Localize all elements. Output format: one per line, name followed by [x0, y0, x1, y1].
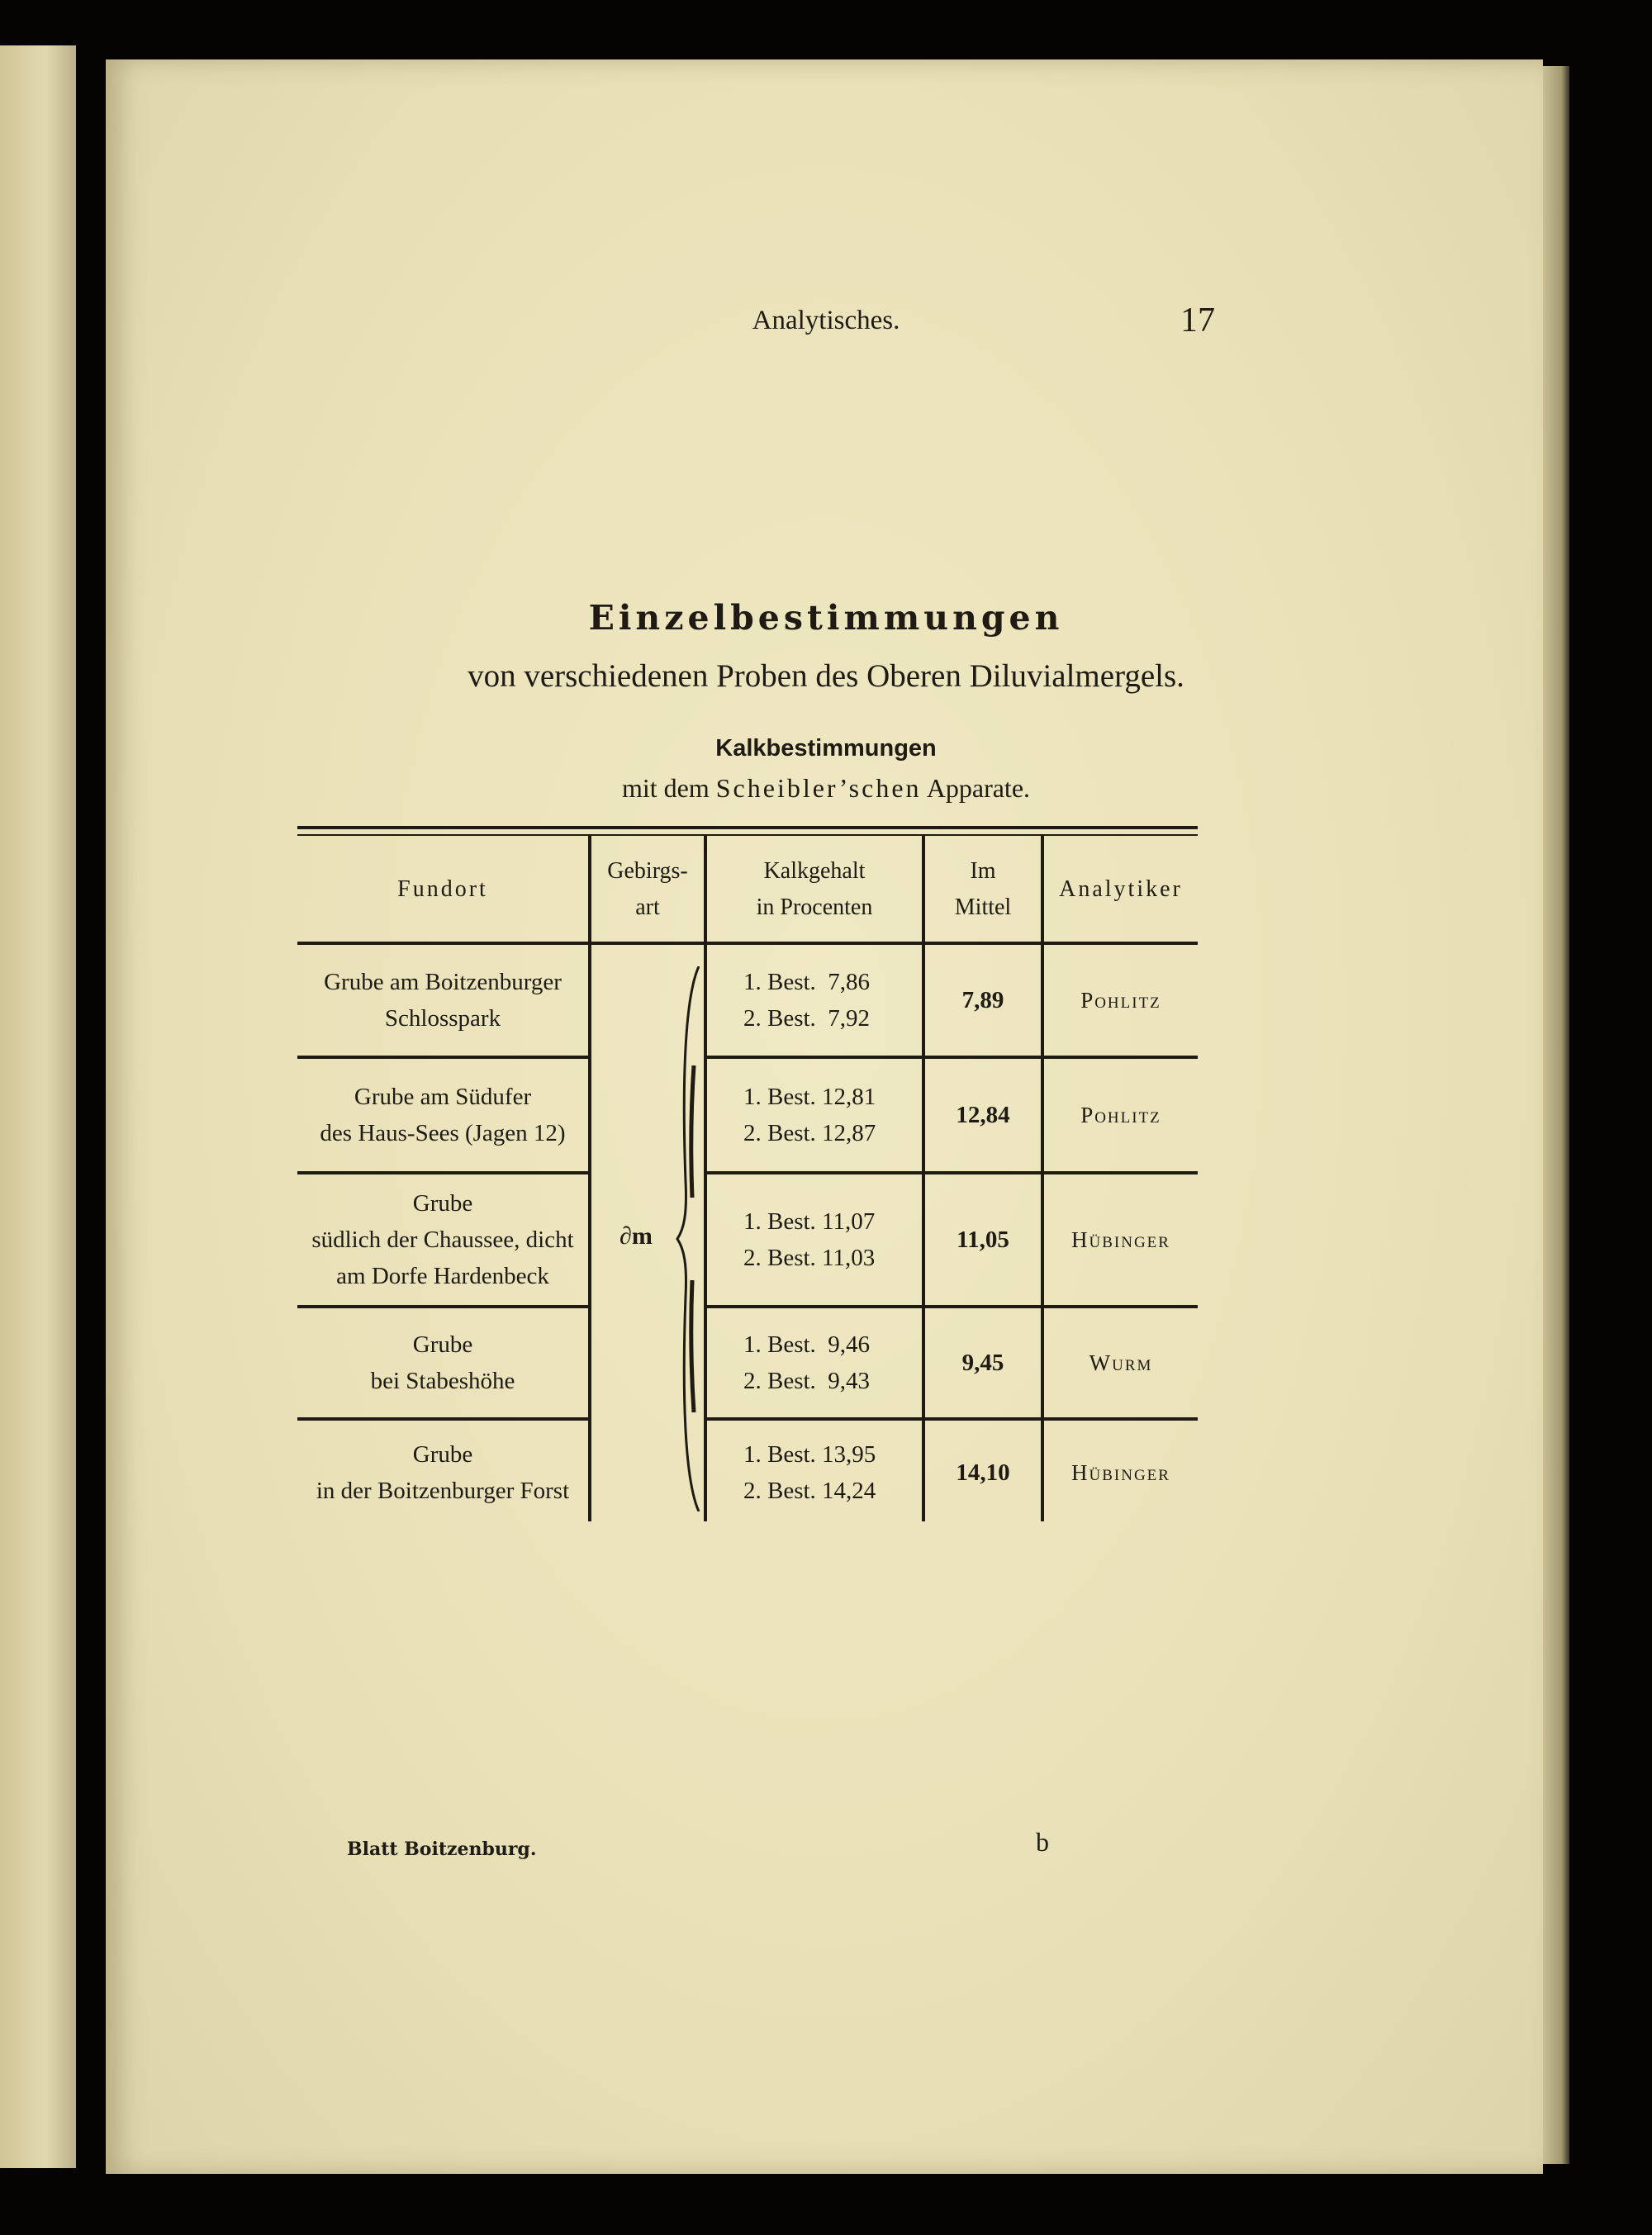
table-row-2-mittel: 12,84 — [956, 1102, 1010, 1128]
show-through-texture — [0, 396, 1652, 429]
table-row-2-fundort — [297, 1059, 588, 1171]
table-row-5-fundort — [297, 1421, 588, 1525]
bestimmung-value: 1. Best. 9,46 — [743, 1331, 871, 1358]
fundort-line: in der Boitzenburger Forst — [316, 1478, 570, 1504]
table-row-4-kalkgehalt — [743, 1308, 922, 1417]
table-row-3-fundort — [297, 1174, 588, 1305]
section-subtitle-prefix: mit dem — [621, 773, 716, 803]
curly-brace-icon — [674, 966, 707, 1511]
fundort-line: des Haus-Sees (Jagen 12) — [320, 1120, 566, 1146]
binder-hole — [76, 537, 84, 550]
fundort-line: am Dorfe Hardenbeck — [336, 1263, 549, 1289]
fundort-line: Grube am Boitzenburger — [324, 969, 562, 995]
running-title: Analytisches. — [752, 306, 900, 335]
section-title: Kalkbestimmungen — [715, 735, 937, 762]
main-title: Einzelbestimmungen — [588, 598, 1064, 638]
bestimmung-value: 1. Best. 12,81 — [743, 1084, 876, 1110]
fundort-line: Schlosspark — [384, 1005, 501, 1032]
table-row-2-kalkgehalt — [743, 1059, 922, 1171]
header-fundort-text: Fundort — [397, 876, 488, 902]
fundort-line: Grube — [412, 1190, 473, 1217]
header-kalkgehalt — [707, 836, 922, 943]
header-kalkgehalt-line1: Kalkgehalt — [763, 858, 866, 884]
footer-signature-mark: b — [1036, 1827, 1049, 1857]
page-number: 17 — [1180, 301, 1215, 339]
table-row-3-analytiker: Hübinger — [1071, 1227, 1170, 1252]
table-row-1-analytiker: Pohlitz — [1080, 988, 1161, 1013]
header-gebirgsart — [591, 836, 704, 943]
header-gebirgsart-line1: Gebirgs- — [607, 858, 688, 884]
bestimmung-value: 2. Best. 9,43 — [743, 1368, 871, 1394]
binder-hole — [76, 1639, 84, 1653]
fundort-line: südlich der Chaussee, dicht — [311, 1227, 574, 1253]
section-subtitle-suffix: Apparate. — [921, 773, 1031, 803]
bestimmung-value: 2. Best. 12,87 — [743, 1120, 876, 1146]
header-fundort — [297, 836, 588, 943]
table-row-1-kalkgehalt — [743, 945, 922, 1056]
subtitle: von verschiedenen Proben des Oberen Diluvialmergels. — [468, 658, 1184, 694]
bestimmung-value: 2. Best. 11,03 — [743, 1245, 876, 1271]
table-row-3-kalkgehalt — [743, 1174, 922, 1305]
table-row-2-analytiker: Pohlitz — [1080, 1103, 1161, 1127]
section-subtitle-name: Scheibler’schen — [715, 773, 922, 803]
footer-sheet-name: Blatt Boitzenburg. — [347, 1839, 537, 1860]
binder-hole — [76, 1099, 84, 1112]
kalk-table — [297, 826, 1198, 1528]
fundort-line: Grube am Südufer — [354, 1084, 532, 1110]
table-row-3-mittel: 11,05 — [957, 1227, 1009, 1253]
table-row-5-analytiker: Hübinger — [1071, 1460, 1170, 1485]
header-mittel — [925, 836, 1041, 943]
previous-page-edge — [0, 45, 76, 2168]
header-kalkgehalt-line2: in Procenten — [756, 894, 873, 920]
header-analytiker-text: Analytiker — [1059, 876, 1183, 902]
table-row-4-mittel: 9,45 — [961, 1350, 1004, 1376]
bestimmung-value: 1. Best. 7,86 — [743, 969, 871, 995]
table-row-4-fundort — [297, 1308, 588, 1417]
table-row-1-mittel: 7,89 — [961, 987, 1004, 1013]
section-subtitle — [0, 773, 1652, 804]
header-gebirgsart-line2: art — [635, 894, 660, 920]
bestimmung-value: 2. Best. 14,24 — [743, 1478, 876, 1504]
table-row-1-fundort — [297, 945, 588, 1056]
fundort-line: Grube — [412, 1331, 473, 1358]
header-mittel-line1: Im — [970, 858, 996, 884]
bestimmung-value: 2. Best. 7,92 — [743, 1005, 871, 1032]
bestimmung-value: 1. Best. 11,07 — [743, 1208, 876, 1235]
table-row-5-kalkgehalt — [743, 1421, 922, 1525]
fundort-line: Grube — [412, 1441, 473, 1468]
table-top-rule — [297, 826, 1198, 829]
fundort-line: bei Stabeshöhe — [370, 1368, 515, 1394]
header-mittel-line2: Mittel — [954, 894, 1012, 920]
bestimmung-value: 1. Best. 13,95 — [743, 1441, 876, 1468]
page-stack-edge — [1543, 66, 1569, 2164]
table-row-4-analytiker: Wurm — [1089, 1350, 1153, 1375]
gebirgsart-symbol: ∂m — [620, 1222, 653, 1250]
table-row-5-mittel: 14,10 — [956, 1459, 1010, 1486]
header-analytiker — [1044, 836, 1198, 943]
